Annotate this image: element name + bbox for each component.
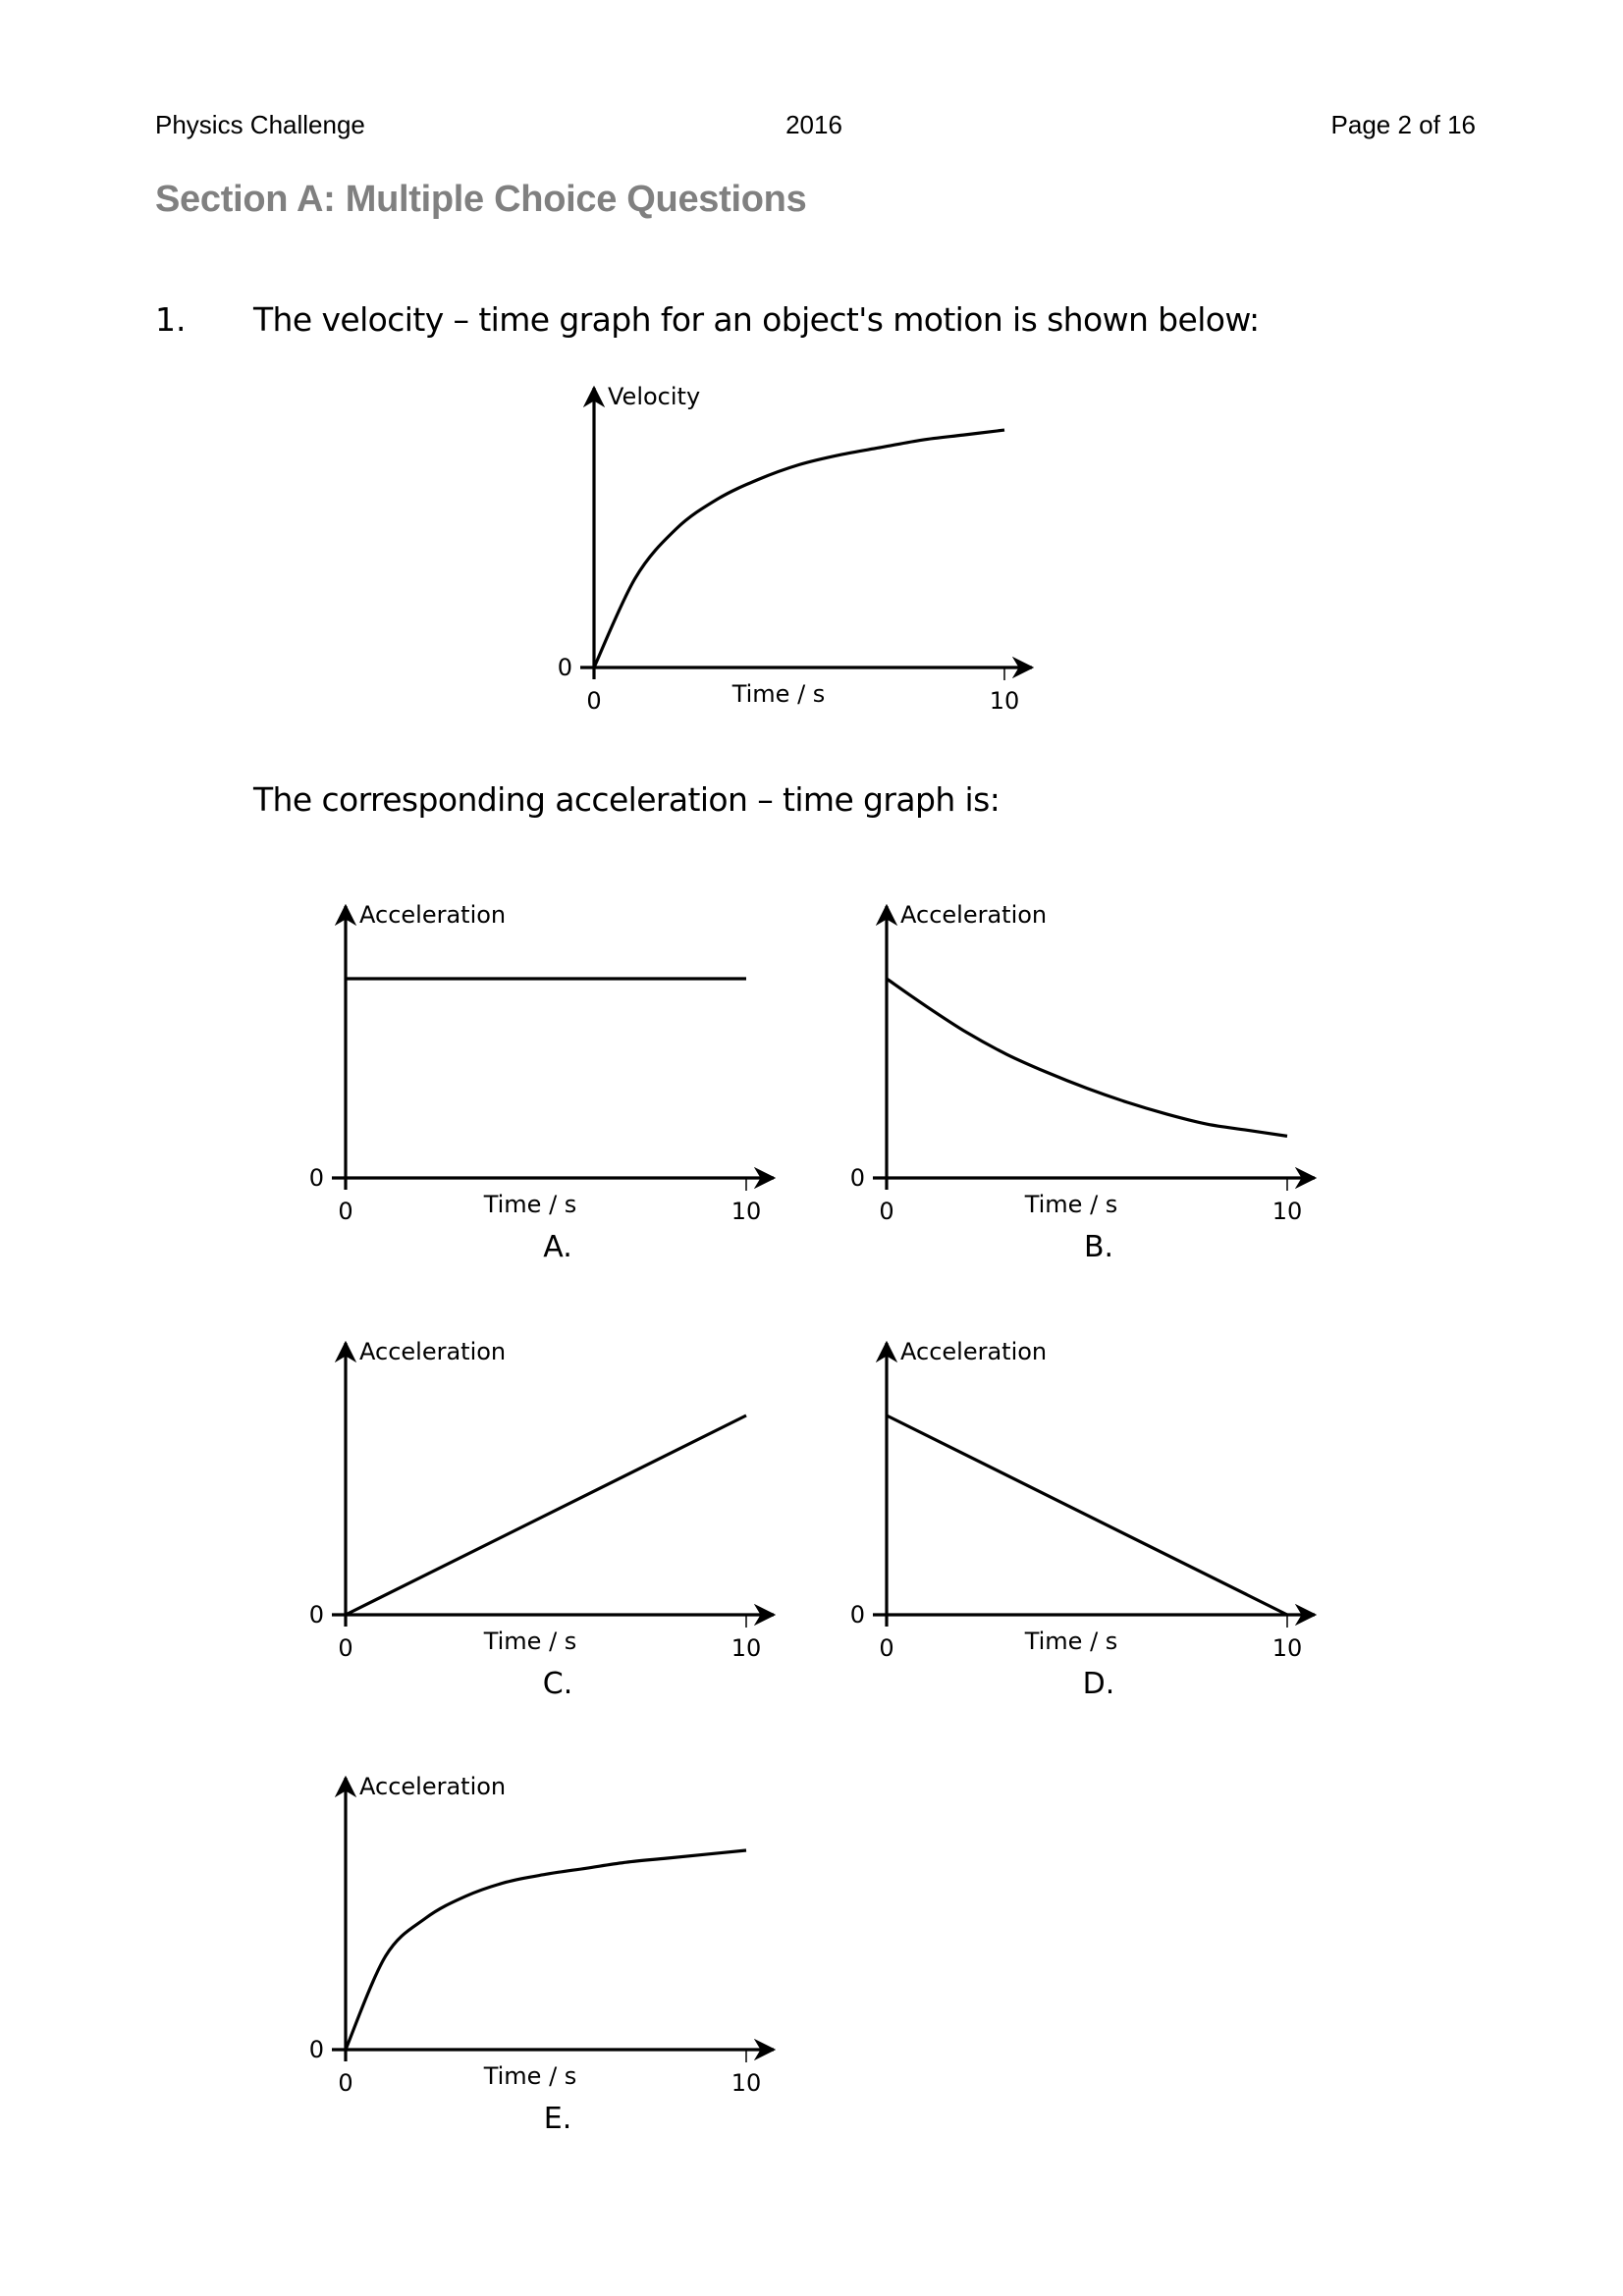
x-axis-label: Time / s (731, 680, 826, 708)
section-title: Section A: Multiple Choice Questions (155, 179, 807, 220)
option-label: E. (543, 2102, 572, 2136)
x-axis-label: Time / s (483, 1628, 577, 1655)
x-tick-label-0: 0 (879, 1198, 894, 1225)
x-tick-label-10: 10 (1271, 1634, 1303, 1662)
header-title: Physics Challenge (155, 110, 365, 139)
question-text: The velocity – time graph for an object's motion is shown below: (253, 300, 1260, 339)
x-tick-label-0: 0 (338, 1198, 353, 1225)
x-tick-label-10: 10 (989, 687, 1020, 715)
y-axis-label: Acceleration (359, 901, 507, 929)
series-line-velocity (594, 430, 1004, 667)
option-label: A. (543, 1230, 572, 1264)
y-tick-label-0: 0 (557, 654, 572, 681)
y-axis-label: Acceleration (900, 1338, 1048, 1365)
page-number: Page 2 of 16 (1330, 110, 1476, 139)
y-axis-label: Acceleration (359, 1773, 507, 1800)
x-tick-label-0: 0 (879, 1634, 894, 1662)
x-axis-label: Time / s (483, 1191, 577, 1218)
y-tick-label-0: 0 (308, 1164, 324, 1192)
x-axis-label: Time / s (1024, 1628, 1118, 1655)
question-number: 1. (155, 300, 187, 339)
x-tick-label-10: 10 (1271, 1198, 1303, 1225)
series-line-acceleration (346, 1415, 746, 1615)
option-label: D. (1082, 1667, 1115, 1701)
option-label: C. (542, 1667, 573, 1701)
y-tick-label-0: 0 (308, 2036, 324, 2063)
x-tick-label-10: 10 (730, 1634, 762, 1662)
series-line-acceleration (346, 1850, 746, 2050)
x-tick-label-0: 0 (338, 2069, 353, 2097)
series-line-acceleration (887, 1415, 1287, 1615)
x-tick-label-0: 0 (586, 687, 602, 715)
series-line-acceleration (887, 979, 1287, 1136)
header-year: 2016 (785, 110, 842, 139)
option-label: B. (1083, 1230, 1114, 1264)
option-a (309, 901, 774, 1264)
x-axis-label: Time / s (483, 2062, 577, 2090)
y-tick-label-0: 0 (849, 1601, 865, 1629)
option-d (850, 1338, 1315, 1701)
y-axis-label: Acceleration (900, 901, 1048, 929)
y-tick-label-0: 0 (308, 1601, 324, 1629)
question-followup: The corresponding acceleration – time graph is: (253, 780, 1001, 819)
velocity-graph (558, 383, 1032, 715)
x-tick-label-10: 10 (730, 2069, 762, 2097)
option-c (309, 1338, 774, 1701)
y-tick-label-0: 0 (849, 1164, 865, 1192)
y-axis-label: Velocity (608, 383, 701, 410)
x-tick-label-0: 0 (338, 1634, 353, 1662)
y-axis-label: Acceleration (359, 1338, 507, 1365)
x-axis-label: Time / s (1024, 1191, 1118, 1218)
x-tick-label-10: 10 (730, 1198, 762, 1225)
option-e (309, 1773, 774, 2136)
option-b (850, 901, 1315, 1264)
